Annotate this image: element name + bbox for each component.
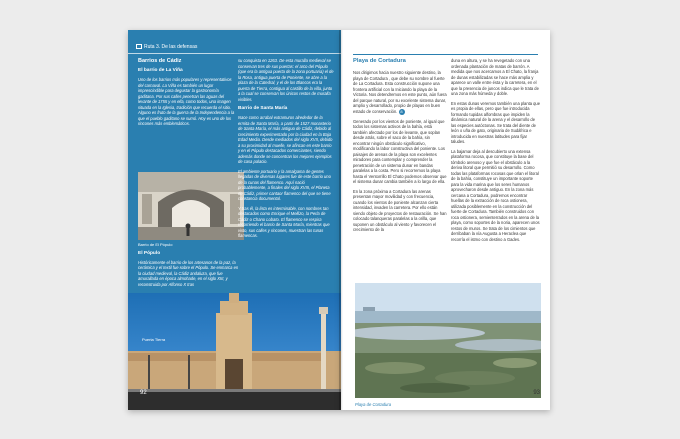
- paragraph: En la zona próxima a Cortadura las arenas presentan mayor movilidad y con frecuencia, cuando los vientos de poniente alcanzan cierta intensidad, invaden la carretera. Por ello están siendo objeto de proyectos de restauración. Se han colocado talanqueras paralelas a la orilla, que suponen un obstáculo al viento y favorecen el crecimiento de la: [353, 188, 447, 232]
- left-page: [128, 30, 341, 410]
- title-rule: [353, 54, 538, 55]
- paragraph: su conquista en 1263. De esta muralla medieval se conservan tres de sus puertas: el arco del Pópulo (que era la antigua puerta de la zona portuaria) el de la Rosa, antigua puerta de Poniente, se abre a la plaza de la Catedral, y el de los Blancos era la puerta de Tierra, contigua al castillo de la villa, junto a la cual se conservan los únicos restos de muralla visibles.: [238, 58, 334, 102]
- right-page: [341, 30, 550, 410]
- photo-playa-cortadura: [355, 283, 541, 398]
- subsection-la-vina: El barrio de La Viña: [138, 68, 183, 73]
- paragraph: Generado por los vientos de poniente, al igual que todos los sistemas activos de la bahía, está también afectado por los de levante, que soplan desde atrás, sobre el saco de la bahía, sin encontrar ningún obstáculo significativo, modificando la labor constructiva del poniente. Los paisajes de arenas de la playa son excelentes miradores para contemplar y comprender la penetración de un sistema dunar en bandas paralelas a la costa. Pero si recorremos la playa hasta el Ventorrillo El Chato podemos observar que el sistema dunar cambia también a lo largo de ella.: [353, 118, 447, 184]
- paragraph: Nos dirigimos hacia nuestro siguiente destino, la playa de Cortadura , que debe su nombre al fuerte de La Cortadura. Esta construcción supone una frontera artificial con la Iniciando la playa de la Victoria. Nos detendremos en este punto, aún fuera del parque natural, por su excelente sistema dunar, amplio y desarrollado, propio de playas en buen estado de conservación. 8: [353, 70, 447, 114]
- header-text: Ruta 3. De las defensas: [144, 44, 198, 50]
- photo-caption: Barrio de El Pópulo: [138, 242, 173, 247]
- paragraph: Históricamente el barrio de los artesanos de la paz, la cerámica y el textil fue sobre el Pópulo. Se enmarca en la ciudad medieval, la Cádiz andaluza, que fue amurallada en época almohade, en el siglo XIII, y reconstruida por Alfonso X tras: [138, 259, 239, 287]
- photo-puerta-tierra: [128, 293, 341, 410]
- photo-caption-overlay: Puerta Tierra: [142, 337, 166, 342]
- page-number-right: 93: [533, 390, 540, 396]
- route-tag: [136, 44, 197, 51]
- right-column-1: [353, 70, 447, 237]
- subsection-santa-maria: Barrio de Santa María: [238, 106, 288, 111]
- paragraph: Y tras él, la lista es interminable, con nombres tan destacados como Enrique el Mellizo, la Perla de Cádiz o Chano Lobato. El flamenco se respira recorriendo el barrio de Santa María, mientras que visto, sus calles y rincones, muestran las tunas flamencas.: [238, 205, 330, 238]
- paragraph: El ambiente portuario y la amalgama de gentes llegadas de diversas lugares fue de este barrio uno de la cunas del flamenco. Aquí nació probablemente, a finales del siglo XVIII, el Planeta de Cádiz, primer cantaor flamenco del que se tiene constancia documental.: [238, 168, 331, 201]
- left-column-1: [138, 58, 236, 131]
- photo-el-populo: [138, 172, 244, 240]
- section-title-cortadura: Playa de Cortadura: [353, 58, 406, 64]
- left-column-2: [238, 58, 334, 243]
- right-column-2: [451, 58, 541, 246]
- paragraph: Uno de los barrios más populares y representativos del carnaval. La Viña es también un lugar imprescindible para degustar la gastronomía gaditana. Por sus calles penetran las aguas del levante de 1755 y en ella, como todos, una imagen situada en la Iglesia, tradición que recuerda el sitio. Alguno es fruto de la guerra de la Independencia a la que el pueblo gaditano se sumó. Hoy es uno de los rincones más emblemáticos.: [138, 77, 235, 126]
- section-title: Barrios de Cádiz: [138, 58, 182, 64]
- paragraph: duna en altura, y se ha revegetado con una ordenada plantación de matas de barrón. A medida que nos acercamos a El Chato, la franja de dunas estabilizadas se hace más amplia y aparece un valle entre ésta y la carretera, en el que la presencia de juncos indica que le trata de una zona más húmeda y doble.: [451, 58, 539, 96]
- book-spine-shadow: [339, 30, 343, 410]
- running-header: [128, 44, 341, 54]
- subsection-el-populo: El Pópulo: [138, 250, 161, 256]
- paragraph: En estas dunas veremos también una planta que es propia de ellas, pero que fue introducida formando tupidas alfombras que impiden la dinámica natural de la arena y el desarrollo de las especies autóctonas. Se trata del diente de león o uña de gato, originaria de Sudáfrica e introducida en nuestras latitudes para fijar taludes.: [451, 100, 540, 144]
- map-marker-badge: 8: [400, 108, 403, 114]
- paragraph: Nace como arrabal extramuros alrededor de la ermita de Santa María, a partir de 1527 monasterio de Santa María, el más antiguo de Cádiz, debido al crecimiento experimentado por la ciudad en la Baja Edad Media. Desde mediados del siglo XVII, debido a su proximidad al muelle, se afincan en este barrio y en el Pópulo destacados comerciantes, siendo además donde se concentran los mejores ejemplos de casa palacio.: [238, 115, 333, 164]
- paragraph: La bajamar deja al descubierto una extensa plataforma rocosa, que constituye la base del tómbolo arenoso y que fue el obstáculo a la deriva litoral que permitió su desarrollo. Como todas las plataformas rocosas que orlan el litoral de la bahía, constituye un importante soporte para la vida marina que los seres humanos aprovecharon desde antiguo. En la zona más cercana a Cortadura, podremos encontrar huellas de la extracción de roca ostionera, utilizada posiblemente en la construcción del fuerte de Cortadura. También construidos con roca ostionera, semienterrados en la arena de la playa, como soportes de la noria, aparecen unos restos de muros. Se trata de los cimientos que derribaban la vía Augusta a Heraclea que recorría el istmo con destino a Gades.: [451, 148, 540, 242]
- page-number-left: 92: [140, 390, 147, 396]
- map-icon: [136, 44, 142, 49]
- left-column-1-lower: [138, 242, 242, 291]
- photo-caption: Playa de Cortadura: [355, 402, 392, 407]
